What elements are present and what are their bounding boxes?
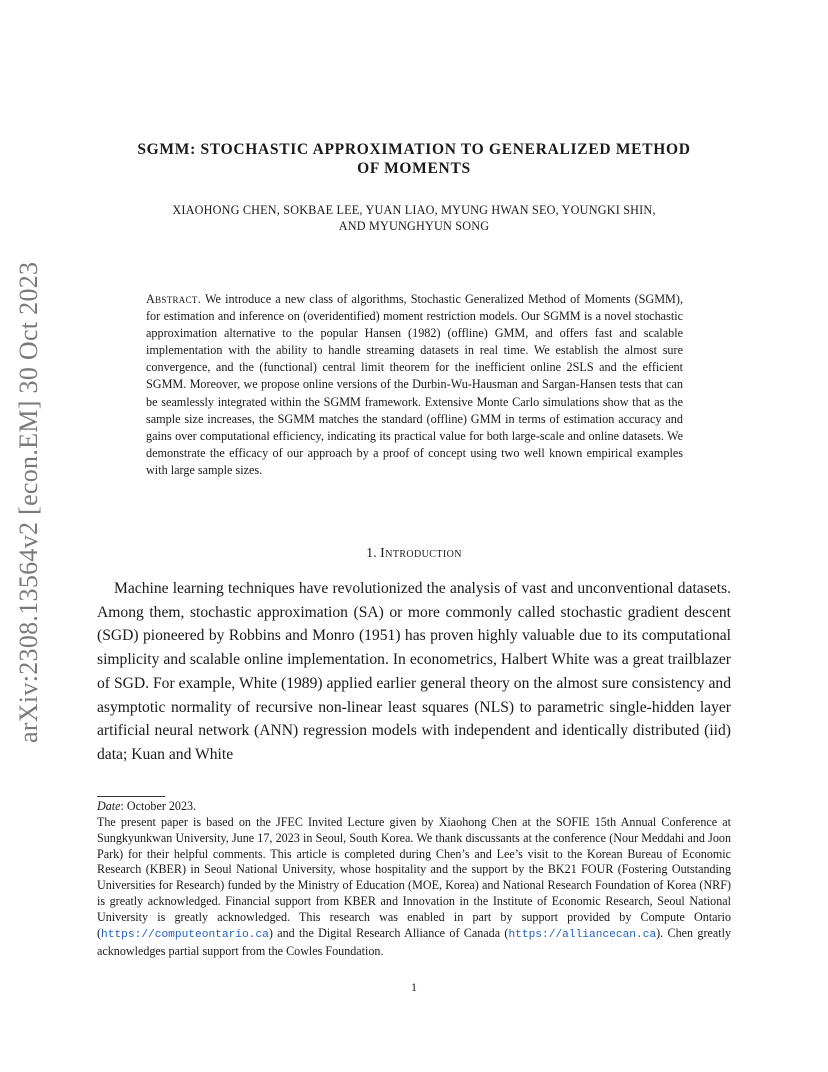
footnote-text-3: ). Chen greatly acknowledges partial support from the Cowles Foundation. xyxy=(97,925,731,958)
footnote-text-2: ) and the Digital Research Alliance of Canada ( xyxy=(268,925,509,940)
paper-title xyxy=(90,140,738,178)
abstract-text: We introduce a new class of algorithms, Stochastic Generalized Method of Moments (SGMM), for estimation and inference on (overidentified) moment restriction models. Our SGMM is a novel stochastic approximation alternative to the popular Hansen (1982) (offline) GMM, and offers fast and scalable implementation with the ability to handle streaming datasets in real time. We establish the almost sure convergence, and the (functional) central limit theorem for the inefficient online 2SLS and the efficient SGMM. Moreover, we propose online versions of the Durbin-Wu-Hausman and Sargan-Hansen tests that can be seamlessly integrated within the SGMM framework. Extensive Monte Carlo simulations show that as the sample size increases, the SGMM matches the standard (offline) GMM in terms of estimation accuracy and gains over computational efficiency, indicating its practical value for both large-scale and online datasets. We demonstrate the efficacy of our approach by a proof of concept using two well known empirical examples with large sample sizes. xyxy=(146,292,683,477)
date-label: Date xyxy=(97,799,121,813)
author-list xyxy=(90,202,738,234)
footnote-divider xyxy=(97,796,165,797)
alliancecan-link[interactable]: https://alliancecan.ca xyxy=(508,928,657,941)
introduction-body xyxy=(97,577,731,767)
footnote-date xyxy=(97,799,731,815)
section-title: Introduction xyxy=(380,546,462,561)
page-number: 1 xyxy=(411,980,417,994)
title-line-1: SGMM: STOCHASTIC APPROXIMATION TO GENERALIZED METHOD xyxy=(137,141,691,158)
section-number: 1. xyxy=(366,546,377,561)
abstract-label: Abstract. xyxy=(146,292,202,306)
arxiv-identifier-stamp: arXiv:2308.13564v2 [econ.EM] 30 Oct 2023 xyxy=(14,261,43,743)
abstract xyxy=(146,291,683,479)
compute-ontario-link[interactable]: https://computeontario.ca xyxy=(101,928,269,941)
authors-line-2: AND MYUNGHYUN SONG xyxy=(338,219,490,233)
section-heading-introduction xyxy=(90,546,738,562)
title-line-2: OF MOMENTS xyxy=(357,160,471,177)
footnote-acknowledgements xyxy=(97,815,731,960)
authors-line-1: XIAOHONG CHEN, SOKBAE LEE, YUAN LIAO, MYUNG HWAN SEO, YOUNGKI SHIN, xyxy=(172,203,656,217)
intro-paragraph: Machine learning techniques have revolutionized the analysis of vast and unconventional datasets. Among them, stochastic approximation (SA) or more commonly called stochastic gradient descent (SGD) pioneered by Robbins and Monro (1951) has proven highly valuable due to its computational simplicity and scalable online implementation. In econometrics, Halbert White was a great trailblazer of SGD. For example, White (1989) applied earlier general theory on the almost sure consistency and asymptotic normality of recursive non-linear least squares (NLS) to parametric single-hidden layer artificial neural network (ANN) regression models with independent and identically distributed (iid) data; Kuan and White xyxy=(97,580,731,763)
footnote-text-1: The present paper is based on the JFEC Invited Lecture given by Xiaohong Chen at the SOFIE 15th Annual Conference at Sungkyunkwan University, June 17, 2023 in Seoul, South Korea. We thank discussants at the conference (Nour Meddahi and Joon Park) for their helpful comments. This article is completed during Chen’s and Lee’s visit to the Korean Bureau of Economic Research (KBER) in Seoul National University, whose hospitality and the support by the BK21 FOUR (Fostering Outstanding Universities for Research) funded by the Ministry of Education (MOE, Korea) and National Research Foundation of Korea (NRF) is greatly acknowledged. Financial support from KBER and Innovation in the Institute of Economic Research, Seoul National University is greatly acknowledged. This research was enabled in part by support provided by Compute Ontario ( xyxy=(97,814,731,940)
date-value: : October 2023. xyxy=(120,799,197,813)
footnotes xyxy=(97,799,731,959)
